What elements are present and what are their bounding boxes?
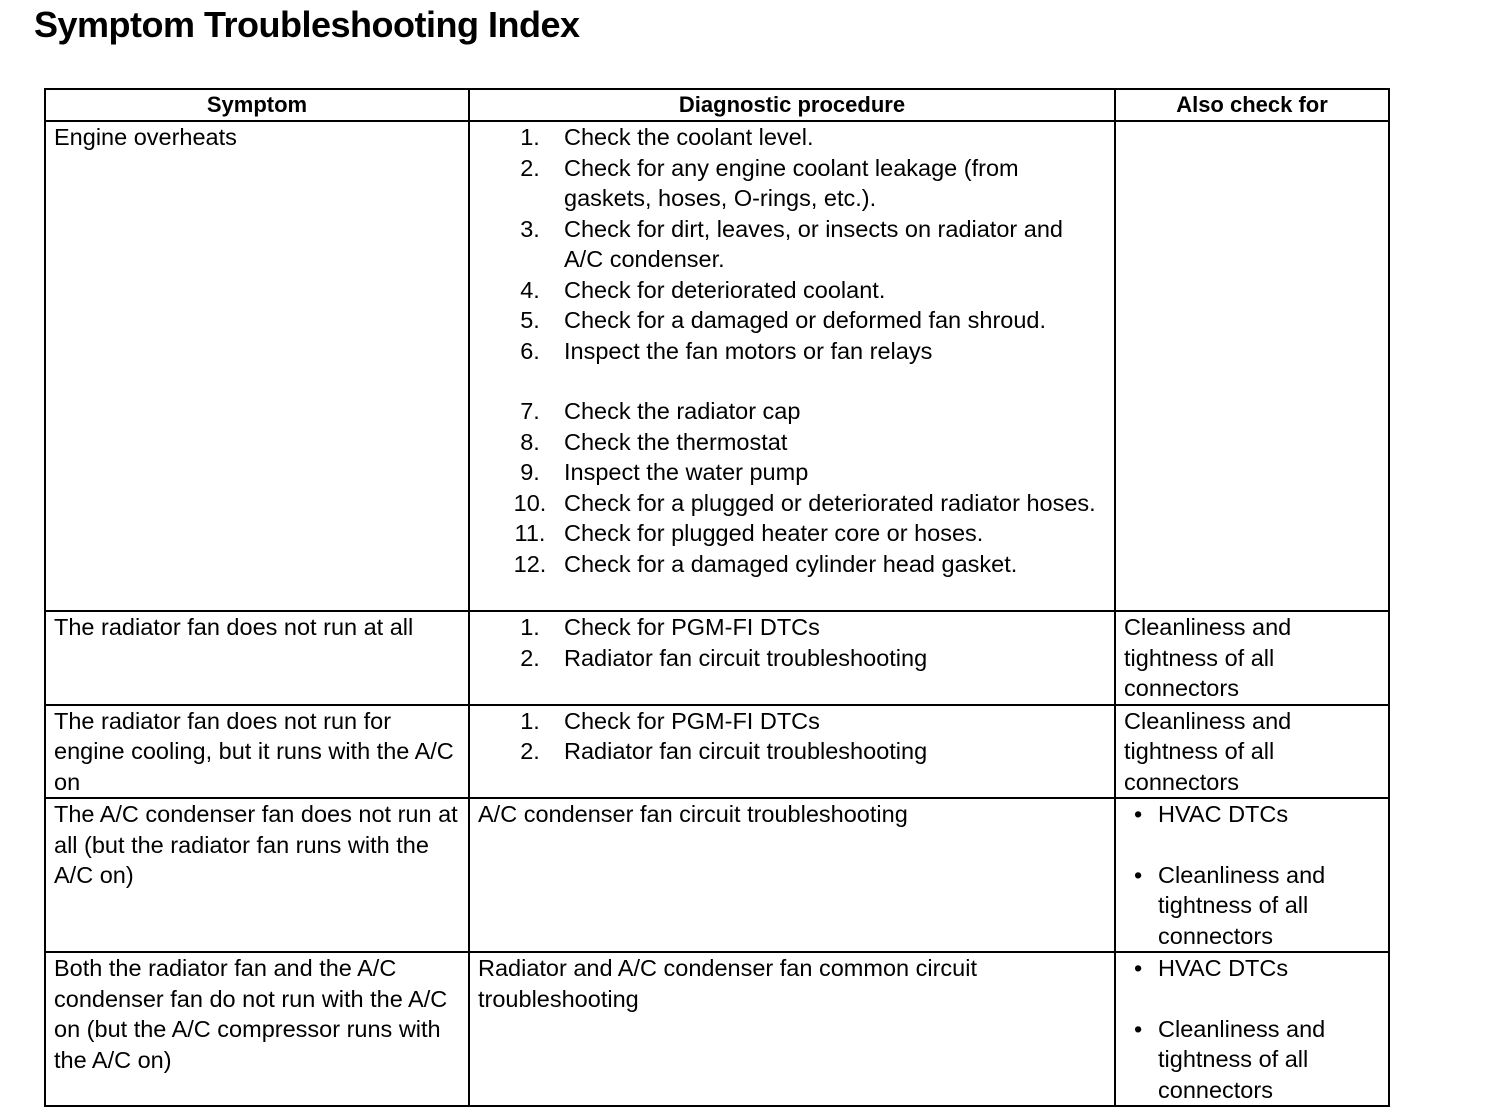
procedure-step — [496, 214, 1106, 275]
list-item-text: HVAC DTCs — [1158, 801, 1289, 827]
step-text: Check for plugged heater core or hoses. — [564, 520, 984, 546]
symptom-cell: The radiator fan does not run for engine cooling, but it runs with the A/C on — [45, 705, 469, 799]
step-text: Check for a damaged or deformed fan shroud. — [564, 307, 1047, 333]
header-also-check-for: Also check for — [1115, 89, 1389, 121]
step-text: Check the thermostat — [564, 428, 788, 455]
step-number: 9. — [520, 459, 540, 485]
page-title: Symptom Troubleshooting Index — [34, 4, 580, 45]
step-text: Check for deteriorated coolant. — [564, 276, 886, 303]
list-item — [1134, 860, 1380, 952]
step-text: Check for PGM-FI DTCs — [564, 707, 820, 734]
symptom-cell: The A/C condenser fan does not run at all (but the radiator fan runs with the A/C on) — [45, 798, 469, 952]
list-item-text: HVAC DTCs — [1158, 955, 1289, 981]
step-number: 2. — [520, 738, 540, 764]
list-item — [1134, 953, 1380, 984]
procedure-step — [496, 427, 1106, 458]
also-check-list — [1124, 799, 1380, 951]
also-check-cell — [1115, 952, 1389, 1106]
procedure-cell — [469, 705, 1115, 799]
step-text: Inspect the fan motors or fan relays — [564, 337, 933, 364]
table-row — [45, 611, 1389, 705]
procedure-step — [496, 736, 1106, 767]
step-number: 5. — [520, 307, 540, 333]
step-number: 12. — [513, 550, 547, 577]
header-symptom: Symptom — [45, 89, 469, 121]
also-check-cell: Cleanliness and tightness of all connectors — [1115, 611, 1389, 705]
list-spacer — [1134, 984, 1380, 1014]
step-number: 7. — [520, 398, 540, 424]
procedure-step — [496, 153, 1106, 214]
step-text: Check for PGM-FI DTCs — [564, 614, 820, 640]
step-number: 1. — [520, 124, 540, 150]
bullet-icon: • — [1134, 1015, 1143, 1042]
procedure-step — [496, 643, 1106, 674]
header-diagnostic-procedure: Diagnostic procedure — [469, 89, 1115, 121]
step-number: 2. — [520, 644, 540, 671]
procedure-step — [496, 122, 1106, 153]
step-text: Check for a damaged cylinder head gasket. — [564, 550, 1018, 577]
procedure-steps — [478, 122, 1106, 579]
step-text: Inspect the water pump — [564, 459, 809, 485]
bullet-icon: • — [1134, 861, 1143, 888]
step-spacer — [496, 366, 1106, 396]
table-row — [45, 798, 1389, 952]
also-check-list — [1124, 953, 1380, 1105]
header-row — [45, 89, 1389, 121]
step-text: Check for dirt, leaves, or insects on radiator and A/C condenser. — [564, 215, 1063, 272]
step-number: 6. — [520, 337, 540, 364]
list-item-text: Cleanliness and tightness of all connectors — [1158, 861, 1326, 949]
procedure-step — [496, 396, 1106, 427]
also-check-cell — [1115, 121, 1389, 611]
step-text: Check the coolant level. — [564, 124, 814, 150]
bullet-icon: • — [1134, 801, 1143, 827]
step-text: Radiator fan circuit troubleshooting — [564, 738, 928, 764]
bullet-icon: • — [1134, 955, 1143, 981]
procedure-cell — [469, 611, 1115, 705]
symptom-cell: Engine overheats — [45, 121, 469, 611]
procedure-cell — [469, 121, 1115, 611]
step-number: 11. — [514, 520, 546, 546]
step-text: Check for a plugged or deteriorated radiator hoses. — [564, 489, 1096, 516]
procedure-step — [496, 275, 1106, 306]
also-check-cell — [1115, 798, 1389, 952]
procedure-step — [496, 518, 1106, 549]
step-text: Check the radiator cap — [564, 398, 801, 424]
procedure-step — [496, 549, 1106, 580]
step-number: 8. — [520, 428, 540, 455]
also-check-cell: Cleanliness and tightness of all connectors — [1115, 705, 1389, 799]
table-row — [45, 121, 1389, 611]
step-number: 10. — [513, 489, 547, 516]
step-number: 3. — [520, 215, 540, 242]
step-number: 1. — [520, 707, 540, 734]
step-text: Check for any engine coolant leakage (from gaskets, hoses, O-rings, etc.). — [564, 154, 1019, 211]
procedure-cell: A/C condenser fan circuit troubleshooting — [469, 798, 1115, 952]
step-number: 1. — [520, 614, 540, 640]
procedure-cell: Radiator and A/C condenser fan common circuit troubleshooting — [469, 952, 1115, 1106]
procedure-step — [496, 305, 1106, 336]
table-row — [45, 705, 1389, 799]
step-number: 4. — [520, 276, 540, 303]
table-row — [45, 952, 1389, 1106]
list-spacer — [1134, 830, 1380, 860]
symptom-cell: The radiator fan does not run at all — [45, 611, 469, 705]
procedure-step — [496, 706, 1106, 737]
list-item — [1134, 1014, 1380, 1106]
procedure-step — [496, 336, 1106, 367]
list-item-text: Cleanliness and tightness of all connectors — [1158, 1015, 1326, 1103]
symptom-cell: Both the radiator fan and the A/C condenser fan do not run with the A/C on (but the A/C compressor runs with the A/C on) — [45, 952, 469, 1106]
procedure-step — [496, 488, 1106, 519]
procedure-step — [496, 612, 1106, 643]
procedure-step — [496, 457, 1106, 488]
symptom-index-table — [44, 88, 1390, 1107]
step-number: 2. — [520, 154, 540, 181]
list-item — [1134, 799, 1380, 830]
procedure-steps — [478, 706, 1106, 767]
step-text: Radiator fan circuit troubleshooting — [564, 644, 928, 671]
procedure-steps — [478, 612, 1106, 673]
